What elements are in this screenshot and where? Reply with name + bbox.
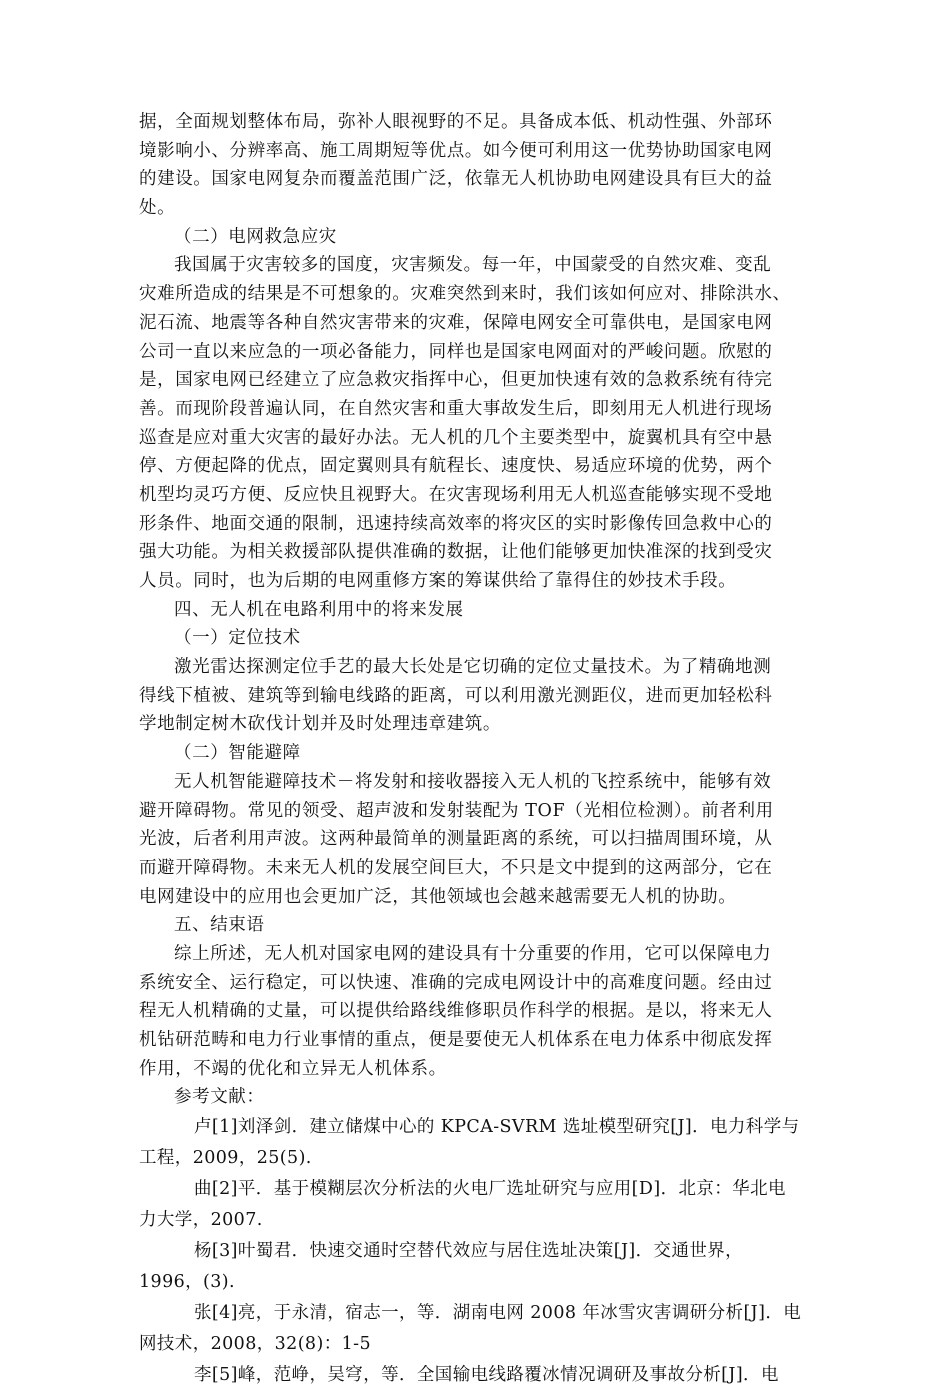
paragraph-line: 我国属于灾害较多的国度，灾害频发。每一年，中国蒙受的自然灾难、变乱 [174, 255, 772, 276]
reference-entry: 李[5]峰，范峥，吴穹，等．全国输电线路覆冰情况调研及事故分析[J]．电 [194, 1365, 779, 1386]
paragraph-line: 学地制定树木砍伐计划并及时处理违章建筑。 [139, 714, 501, 735]
reference-entry-continued: 力大学，2007. [139, 1210, 263, 1231]
paragraph-line: 灾难所造成的结果是不可想象的。灾难突然到来时，我们该如何应对、排除洪水、 [139, 284, 791, 305]
reference-entry: 张[4]亮，于永清，宿志一，等．湖南电网 2008 年冰雪灾害调研分析[J]．电 [194, 1303, 802, 1324]
paragraph-line: 而避开障碍物。未来无人机的发展空间巨大，不只是文中提到的这两部分，它在 [139, 857, 773, 878]
section-heading: （一）定位技术 [174, 628, 301, 649]
paragraph-line: 避开障碍物。常见的领受、超声波和发射装配为 TOF（光相位检测）。前者利用 [139, 800, 774, 821]
reference-entry-continued: 网技术，2008，32(8)：1-5 [139, 1334, 371, 1355]
paragraph-line: 的建设。国家电网复杂而覆盖范围广泛，依靠无人机协助电网建设具有巨大的益 [139, 169, 773, 190]
paragraph-line: 人员。同时，也为后期的电网重修方案的筹谋供给了靠得住的妙技术手段。 [139, 571, 737, 591]
paragraph-line: 公司一直以来应急的一项必备能力，同样也是国家电网面对的严峻问题。欣慰的 [139, 341, 773, 362]
paragraph-line: 程无人机精确的丈量，可以提供给路线维修职员作科学的根据。是以，将来无人 [139, 1001, 773, 1022]
section-heading: （二）智能避障 [174, 743, 301, 764]
document-body [139, 108, 817, 1391]
paragraph-line: 据，全面规划整体布局，弥补人眼视野的不足。具备成本低、机动性强、外部环 [139, 112, 773, 132]
paragraph-line: 强大功能。为相关救援部队提供准确的数据，让他们能够更加快准深的找到受灾 [139, 542, 773, 563]
reference-entry-continued: 工程，2009，25(5). [139, 1148, 312, 1169]
reference-entry-continued: 1996，(3). [139, 1272, 235, 1293]
paragraph-line: 综上所述，无人机对国家电网的建设具有十分重要的作用，它可以保障电力 [174, 943, 772, 964]
references-heading: 参考文献： [174, 1087, 265, 1108]
paragraph-line: 无人机智能避障技术－将发射和接收器接入无人机的飞控系统中，能够有效 [174, 771, 772, 792]
paragraph-line: 系统安全、运行稳定，可以快速、准确的完成电网设计中的高难度问题。经由过 [139, 972, 773, 993]
paragraph-line: 境影响小、分辨率高、施工周期短等优点。如今便可利用这一优势协助国家电网 [139, 140, 773, 161]
reference-entry: 曲[2]平．基于模糊层次分析法的火电厂选址研究与应用[D]．北京：华北电 [194, 1179, 786, 1200]
section-heading: （二）电网救急应灾 [174, 226, 337, 247]
paragraph-line: 作用，不竭的优化和立异无人机体系。 [139, 1058, 447, 1079]
paragraph-line: 电网建设中的应用也会更加广泛，其他领域也会越来越需要无人机的协助。 [139, 886, 737, 907]
paragraph-line: 巡查是应对重大灾害的最好办法。无人机的几个主要类型中，旋翼机具有空中悬 [139, 427, 773, 448]
paragraph-line: 停、方便起降的优点，固定翼则具有航程长、速度快、易适应环境的优势，两个 [139, 456, 773, 477]
paragraph-line: 是，国家电网已经建立了应急救灾指挥中心，但更加快速有效的急救系统有待完 [139, 370, 773, 391]
paragraph-line: 机型均灵巧方便、反应快且视野大。在灾害现场利用无人机巡查能够实现不受地 [139, 484, 773, 505]
paragraph-line: 激光雷达探测定位手艺的最大长处是它切确的定位丈量技术。为了精确地测 [174, 657, 772, 678]
paragraph-line: 形条件、地面交通的限制，迅速持续高效率的将灾区的实时影像传回急救中心的 [139, 513, 773, 534]
reference-entry: 杨[3]叶蜀君．快速交通时空替代效应与居住选址决策[J]．交通世界， [194, 1241, 744, 1262]
paragraph-line: 善。而现阶段普遍认同，在自然灾害和重大事故发生后，即刻用无人机进行现场 [139, 398, 773, 419]
paragraph-line: 光波，后者利用声波。这两种最简单的测量距离的系统，可以扫描周围环境，从 [139, 829, 773, 850]
paragraph-line: 机钻研范畴和电力行业事情的重点，便是要使无人机体系在电力体系中彻底发挥 [139, 1030, 773, 1050]
reference-entry: 卢[1]刘泽剑．建立储煤中心的 KPCA-SVRM 选址模型研究[J]．电力科学与 [194, 1117, 800, 1138]
paragraph-line: 得线下植被、建筑等到输电线路的距离，可以利用激光测距仪，进而更加轻松科 [139, 685, 773, 706]
section-heading: 五、结束语 [174, 915, 265, 936]
paragraph-line: 处。 [139, 198, 176, 219]
section-heading: 四、无人机在电路利用中的将来发展 [174, 599, 464, 620]
paragraph-line: 泥石流、地震等各种自然灾害带来的灾难，保障电网安全可靠供电，是国家电网 [139, 312, 773, 333]
